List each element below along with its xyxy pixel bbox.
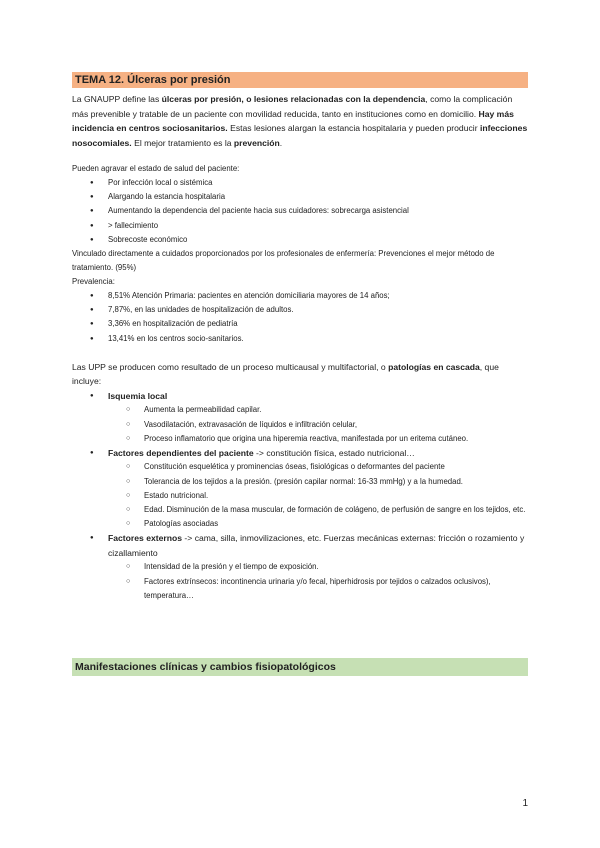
list-item: ● Alargando la estancia hospitalaria bbox=[72, 190, 528, 204]
text-run: prevención bbox=[233, 137, 280, 148]
causa-item bbox=[72, 389, 528, 446]
sub-list-item: ○ Estado nutricional. bbox=[108, 489, 528, 503]
sub-list-item: ○ Intensidad de la presión y el tiempo de exposición. bbox=[108, 560, 528, 574]
sub-list-item: ○ Tolerancia de los tejidos a la presión. (presión capilar normal: 16-33 mmHg) y a la humedad. bbox=[108, 475, 528, 489]
text-run: Estas lesiones alargan la estancia hospitalaria y pueden producir bbox=[227, 123, 480, 133]
sub-list-item: ○ Proceso inflamatorio que origina una hiperemia reactiva, manifestada por un eritema cutáneo. bbox=[108, 432, 528, 446]
causas-list bbox=[72, 389, 528, 603]
list-item: ● > fallecimiento bbox=[72, 219, 528, 233]
list-item: ● 7,87%, en las unidades de hospitalización de adultos. bbox=[72, 303, 528, 317]
sub-list-item: ○ Constitución esquelética y prominencias óseas, fisiológicas o deformantes del paciente bbox=[108, 460, 528, 474]
sub-list-item: ○ Patologías asociadas bbox=[108, 517, 528, 531]
causa-item bbox=[72, 531, 528, 603]
list-item: ● 13,41% en los centros socio-sanitarios. bbox=[72, 332, 528, 346]
causa-sublist bbox=[108, 460, 528, 531]
causa-item bbox=[72, 446, 528, 532]
section-heading-manifestaciones: Manifestaciones clínicas y cambios fisiopatológicos bbox=[72, 658, 528, 676]
document-page bbox=[72, 72, 528, 603]
text-run: , como la complicación más prevenible y tratable de un paciente con movilidad reducida, tanto en instituciones como en domicilio. bbox=[72, 94, 513, 119]
vinculado-paragraph: Vinculado directamente a cuidados proporcionados por los profesionales de enfermería: Prevenciones el mejor método de tratamiento. (95%) bbox=[72, 249, 495, 273]
text-run: Hay más incidencia en centros sociosanitarios. bbox=[72, 108, 514, 133]
sub-list-item: ○ Aumenta la permeabilidad capilar. bbox=[108, 403, 528, 417]
causa-title: Factores externos bbox=[108, 533, 183, 544]
page-number: 1 bbox=[522, 798, 528, 809]
causa-rest: -> constitución física, estado nutricional… bbox=[253, 447, 415, 458]
causa-sublist bbox=[108, 560, 528, 603]
prevalencia-heading: Prevalencia: bbox=[72, 277, 115, 287]
text-run: El mejor tratamiento es la bbox=[131, 137, 234, 148]
list-item: ● 8,51% Atención Primaria: pacientes en atención domiciliaria mayores de 14 años; bbox=[72, 289, 528, 303]
sub-list-item: ○ Edad. Disminución de la masa muscular, de formación de colágeno, de perfusión de sangre en los tejidos, etc. bbox=[108, 503, 528, 517]
text-run: , que incluye: bbox=[72, 361, 499, 387]
list-item: ● 3,36% en hospitalización de pediatría bbox=[72, 317, 528, 331]
causa-title: Factores dependientes del paciente bbox=[108, 447, 254, 458]
sub-list-item: ○ Vasodilatación, extravasación de líquidos e infiltración celular, bbox=[108, 418, 528, 432]
causa-title: Isquemia local bbox=[108, 390, 168, 401]
causas-intro-paragraph bbox=[72, 360, 528, 389]
list-item: ● Sobrecoste económico bbox=[72, 233, 528, 247]
page-title: TEMA 12. Úlceras por presión bbox=[72, 72, 528, 88]
list-item: ● Aumentando la dependencia del paciente hacia sus cuidadores: sobrecarga asistencial bbox=[72, 204, 528, 218]
prevalencia-list bbox=[72, 289, 528, 346]
agravar-heading: Pueden agravar el estado de salud del paciente: bbox=[72, 164, 240, 173]
causa-sublist bbox=[108, 403, 528, 446]
text-run: . bbox=[279, 137, 283, 148]
sub-list-item: ○ Factores extrínsecos: incontinencia urinaria y/o fecal, hiperhidrosis por tejidos o calzados oclusivos), temperatura… bbox=[108, 575, 528, 603]
causa-rest: -> cama, silla, inmovilizaciones, etc. Fuerzas mecánicas externas: fricción o rozamiento y cizallamiento bbox=[108, 533, 525, 558]
intro-paragraph bbox=[72, 92, 528, 150]
text-run: La GNAUPP define las bbox=[72, 94, 162, 104]
text-run: Las UPP se producen como resultado de un proceso multicausal y multifactorial, o bbox=[72, 361, 389, 372]
text-run: úlceras por presión, o lesiones relacionadas con la dependencia bbox=[161, 94, 426, 104]
text-run: patologías en cascada bbox=[388, 361, 480, 372]
text-run: infecciones nosocomiales. bbox=[72, 123, 528, 148]
agravar-list bbox=[72, 176, 528, 247]
list-item: ● Por infección local o sistémica bbox=[72, 176, 528, 190]
